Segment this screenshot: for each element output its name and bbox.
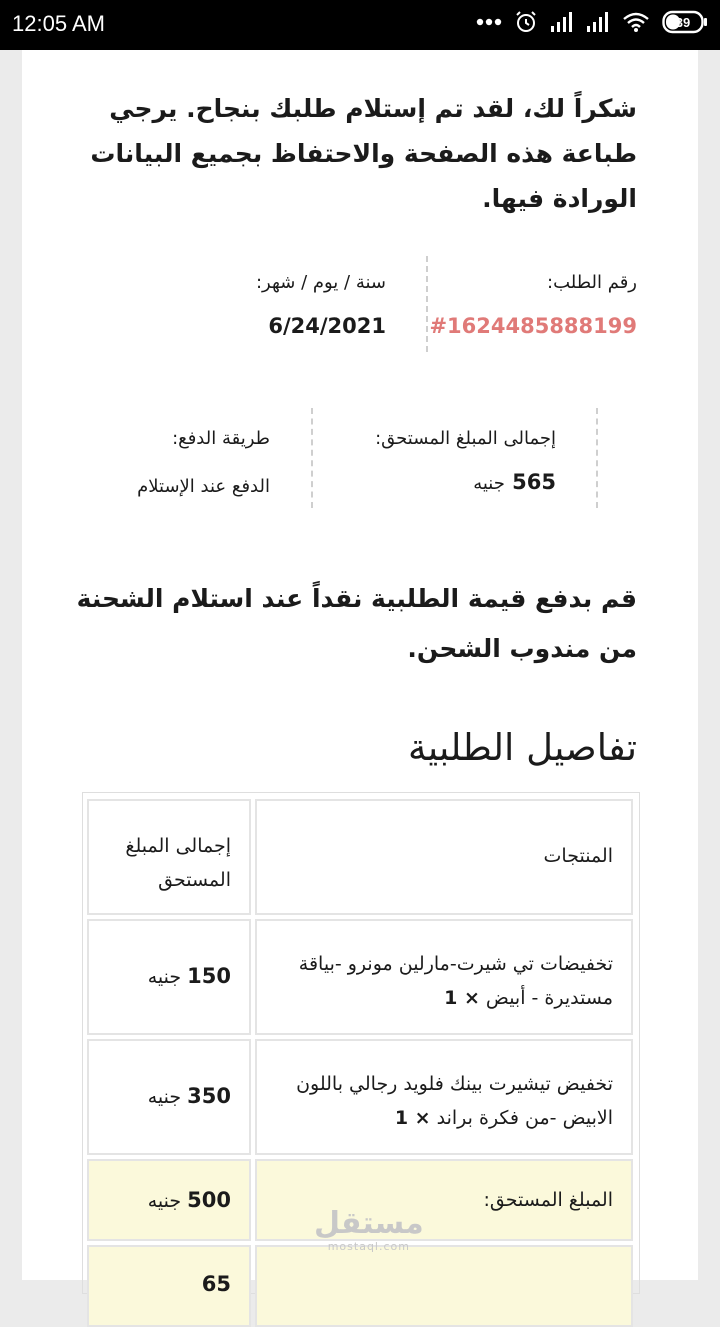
divider bbox=[426, 256, 428, 352]
order-date: 6/24/2021 bbox=[268, 314, 386, 338]
status-bar bbox=[0, 0, 720, 50]
battery-level: 39 bbox=[675, 15, 691, 30]
status-time: 12:05 AM bbox=[12, 11, 105, 36]
payment-label: طريقة الدفع: bbox=[172, 428, 270, 449]
battery-icon bbox=[662, 10, 708, 34]
product-name: تخفيضات تي شيرت-مارلين مونرو -بياقة مستديرة - أبيض × 1 bbox=[298, 953, 613, 1009]
order-number-label: رقم الطلب: bbox=[547, 272, 637, 293]
divider bbox=[311, 408, 313, 508]
table-row bbox=[255, 1245, 633, 1327]
product-qty: × 1 bbox=[394, 1107, 431, 1129]
table-header-total: إجمالى المبلغ المستحق bbox=[87, 799, 251, 915]
order-confirmation-card bbox=[22, 50, 698, 1296]
table-row-amount: 150 جنيه bbox=[87, 919, 251, 1035]
signal-icon bbox=[586, 11, 610, 33]
total-label: إجمالى المبلغ المستحق: bbox=[375, 428, 556, 449]
date-label: سنة / يوم / شهر: bbox=[255, 272, 386, 293]
total-amount bbox=[473, 470, 556, 494]
subtotal-row bbox=[255, 1159, 633, 1241]
total-value: 565 bbox=[512, 470, 556, 494]
order-number: #1624485888199 bbox=[429, 314, 637, 338]
total-currency: جنيه bbox=[473, 473, 505, 494]
alarm-icon bbox=[514, 10, 538, 34]
table-header-products: المنتجات bbox=[255, 799, 633, 915]
wifi-icon bbox=[622, 11, 650, 33]
more-dots-icon bbox=[476, 18, 502, 26]
table-row-amount: 350 جنيه bbox=[87, 1039, 251, 1155]
subtotal-amount: 500 bbox=[187, 1188, 231, 1212]
table-row bbox=[255, 1039, 633, 1155]
order-details-title: تفاصيل الطلبية bbox=[408, 726, 637, 769]
table-row bbox=[255, 919, 633, 1035]
payment-method: الدفع عند الإستلام bbox=[137, 476, 270, 497]
confirmation-message: شكراً لك، لقد تم إستلام طلبك بنجاح. يرجي طباعة هذه الصفحة والاحتفاظ بجميع البيانات الورادة فيها. bbox=[90, 94, 637, 213]
product-qty: × 1 bbox=[444, 987, 480, 1009]
signal-icon bbox=[550, 11, 574, 33]
status-icons bbox=[476, 10, 708, 34]
subtotal-label: المبلغ المستحق: bbox=[483, 1189, 613, 1211]
subtotal-amount-cell bbox=[87, 1159, 251, 1241]
table-row-amount: 65 bbox=[87, 1245, 251, 1327]
watermark-logo: مستقل mostaql.com bbox=[314, 1206, 424, 1253]
product-name: تخفيض تيشيرت بينك فلويد رجالي باللون الابيض -من فكرة براند × 1 bbox=[296, 1073, 613, 1129]
payment-instructions: قم بدفع قيمة الطلبية نقداً عند استلام الشحنة من مندوب الشحن. bbox=[76, 584, 637, 663]
divider bbox=[596, 408, 598, 508]
subtotal-currency: جنيه bbox=[147, 1190, 182, 1212]
